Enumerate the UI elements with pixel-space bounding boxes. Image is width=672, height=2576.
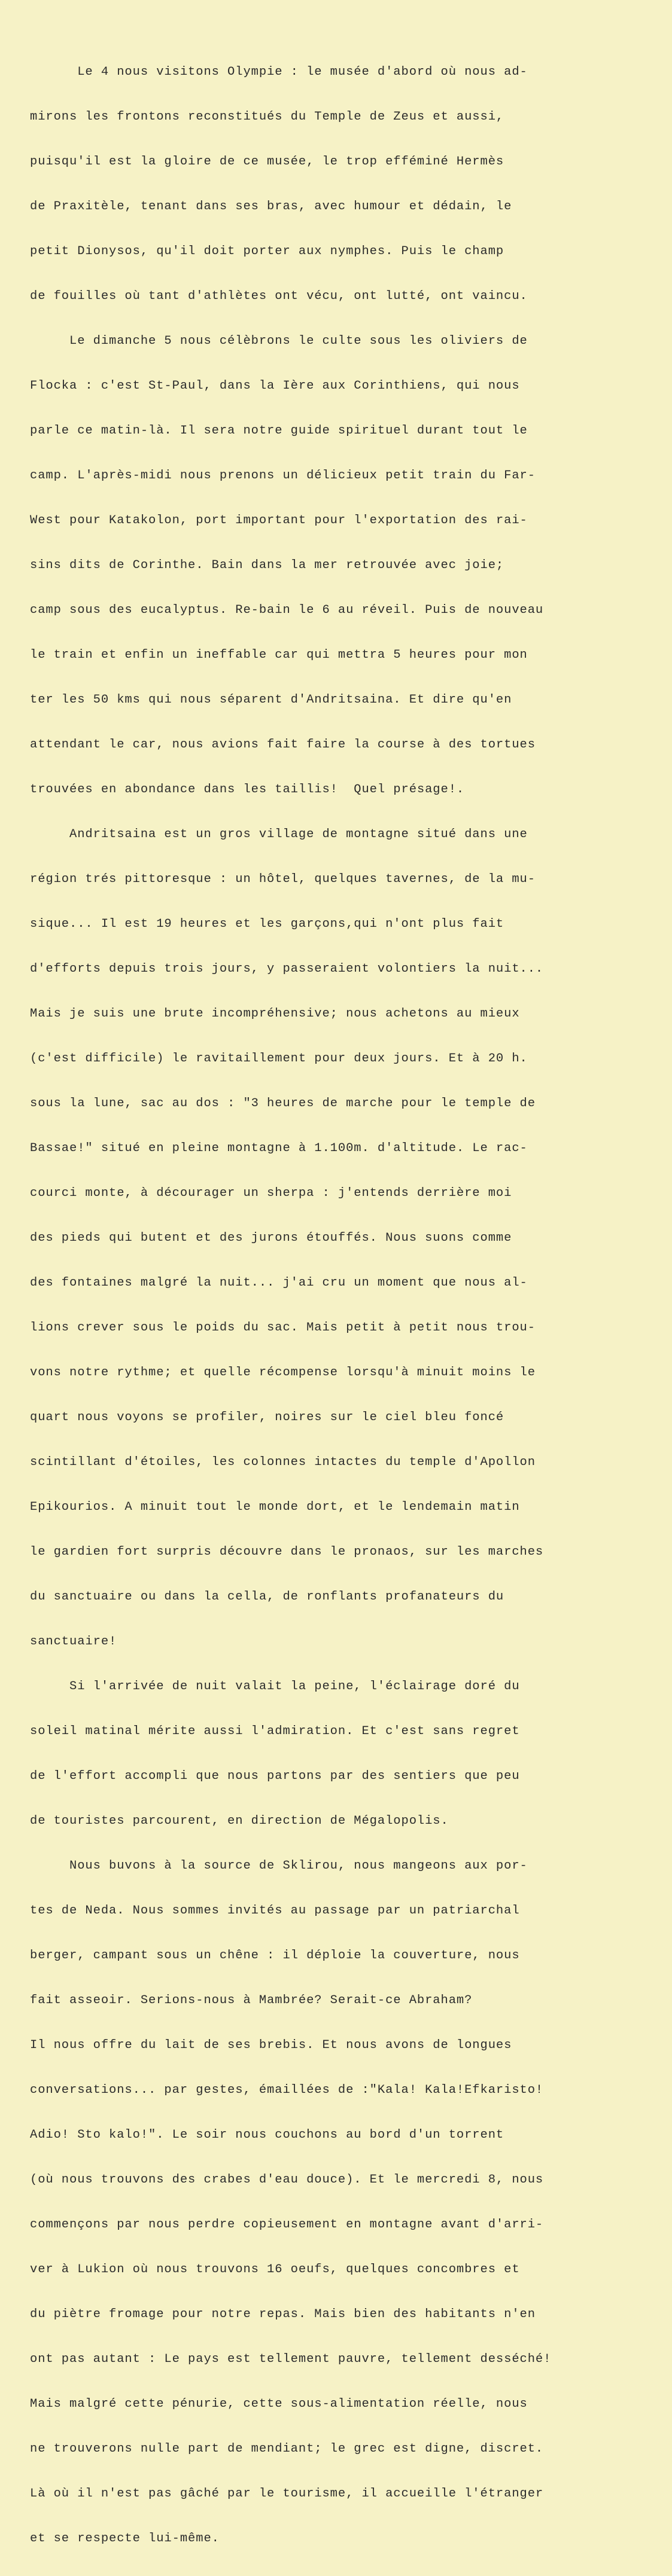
text-line: ter les 50 kms qui nous séparent d'Andritsaina. Et dire qu'en bbox=[30, 693, 512, 707]
text-line: fait asseoir. Serions-nous à Mambrée? Serait-ce Abraham? bbox=[30, 1994, 473, 2007]
text-line: vons notre rythme; et quelle récompense lorsqu'à minuit moins le bbox=[30, 1366, 536, 1379]
text-line: Bassae!" situé en pleine montagne à 1.100m. d'altitude. Le rac- bbox=[30, 1142, 528, 1155]
text-line: ver à Lukion où nous trouvons 16 oeufs, quelques concombres et bbox=[30, 2263, 520, 2276]
text-line: conversations... par gestes, émaillées de :"Kala! Kala!Efkaristo! bbox=[30, 2083, 544, 2097]
text-line: camp. L'après-midi nous prenons un délicieux petit train du Far- bbox=[30, 469, 536, 483]
text-line: parle ce matin-là. Il sera notre guide spirituel durant tout le bbox=[30, 424, 528, 438]
text-line: berger, campant sous un chêne : il déploie la couverture, nous bbox=[30, 1949, 520, 1962]
text-line: sins dits de Corinthe. Bain dans la mer retrouvée avec joie; bbox=[30, 558, 504, 572]
text-line: sanctuaire! bbox=[30, 1635, 117, 1649]
text-line: Adio! Sto kalo!". Le soir nous couchons au bord d'un torrent bbox=[30, 2128, 504, 2142]
text-line: région trés pittoresque : un hôtel, quelques tavernes, de la mu- bbox=[30, 872, 536, 886]
text-line: Mais malgré cette pénurie, cette sous-alimentation réelle, nous bbox=[30, 2397, 528, 2411]
text-line: sique... Il est 19 heures et les garçons,qui n'ont plus fait bbox=[30, 917, 504, 931]
text-line: attendant le car, nous avions fait faire la course à des tortues bbox=[30, 738, 536, 752]
text-line: puisqu'il est la gloire de ce musée, le trop efféminé Hermès bbox=[30, 155, 504, 169]
text-line: de fouilles où tant d'athlètes ont vécu, ont lutté, ont vaincu. bbox=[30, 289, 528, 303]
text-line: le gardien fort surpris découvre dans le pronaos, sur les marches bbox=[30, 1545, 544, 1559]
text-line: commençons par nous perdre copieusement en montagne avant d'arri- bbox=[30, 2218, 544, 2232]
text-line: Flocka : c'est St-Paul, dans la Ière aux Corinthiens, qui nous bbox=[30, 379, 520, 393]
text-line: le train et enfin un ineffable car qui mettra 5 heures pour mon bbox=[30, 648, 528, 662]
text-line: des pieds qui butent et des jurons étouffés. Nous suons comme bbox=[30, 1231, 512, 1245]
text-line: scintillant d'étoiles, les colonnes intactes du temple d'Apollon bbox=[30, 1455, 536, 1469]
text-line: (c'est difficile) le ravitaillement pour deux jours. Et à 20 h. bbox=[30, 1052, 528, 1066]
text-line: Si l'arrivée de nuit valait la peine, l'éclairage doré du bbox=[30, 1680, 520, 1693]
text-line: camp sous des eucalyptus. Re-bain le 6 au réveil. Puis de nouveau bbox=[30, 603, 544, 617]
text-line: soleil matinal mérite aussi l'admiration. Et c'est sans regret bbox=[30, 1725, 520, 1738]
text-line: ne trouverons nulle part de mendiant; le grec est digne, discret. bbox=[30, 2442, 544, 2456]
text-line: (où nous trouvons des crabes d'eau douce). Et le mercredi 8, nous bbox=[30, 2173, 544, 2187]
text-line: du sanctuaire ou dans la cella, de ronflants profanateurs du bbox=[30, 1590, 504, 1604]
text-line: trouvées en abondance dans les taillis! Quel présage!. bbox=[30, 783, 465, 796]
text-line: et se respecte lui-même. bbox=[30, 2532, 220, 2546]
text-line: Andritsaina est un gros village de montagne situé dans une bbox=[30, 828, 528, 841]
text-line: petit Dionysos, qu'il doit porter aux nymphes. Puis le champ bbox=[30, 245, 504, 258]
text-line: sous la lune, sac au dos : "3 heures de marche pour le temple de bbox=[30, 1097, 536, 1110]
text-line: d'efforts depuis trois jours, y passeraient volontiers la nuit... bbox=[30, 962, 544, 976]
text-line: de l'effort accompli que nous partons par des sentiers que peu bbox=[30, 1769, 520, 1783]
text-line: ont pas autant : Le pays est tellement pauvre, tellement desséché! bbox=[30, 2352, 552, 2366]
text-line: Il nous offre du lait de ses brebis. Et nous avons de longues bbox=[30, 2038, 512, 2052]
text-line: quart nous voyons se profiler, noires sur le ciel bleu foncé bbox=[30, 1411, 504, 1424]
text-line: West pour Katakolon, port important pour l'exportation des rai- bbox=[30, 514, 528, 527]
text-line: Le dimanche 5 nous célèbrons le culte sous les oliviers de bbox=[30, 334, 528, 348]
text-line: des fontaines malgré la nuit... j'ai cru un moment que nous al- bbox=[30, 1276, 528, 1290]
text-line: courci monte, à décourager un sherpa : j'entends derrière moi bbox=[30, 1186, 512, 1200]
typewritten-text bbox=[30, 35, 646, 2576]
text-line: Mais je suis une brute incompréhensive; nous achetons au mieux bbox=[30, 1007, 520, 1021]
text-line: Nous buvons à la source de Sklirou, nous mangeons aux por- bbox=[30, 1859, 528, 1873]
text-line: Là où il n'est pas gâché par le tourisme, il accueille l'étranger bbox=[30, 2487, 544, 2501]
text-line: mirons les frontons reconstitués du Temple de Zeus et aussi, bbox=[30, 110, 504, 124]
text-line: tes de Neda. Nous sommes invités au passage par un patriarchal bbox=[30, 1904, 520, 1918]
text-line: du piètre fromage pour notre repas. Mais bien des habitants n'en bbox=[30, 2308, 536, 2321]
text-line: lions crever sous le poids du sac. Mais petit à petit nous trou- bbox=[30, 1321, 536, 1335]
text-line: de Praxitèle, tenant dans ses bras, avec humour et dédain, le bbox=[30, 200, 512, 213]
text-line: de touristes parcourent, en direction de Mégalopolis. bbox=[30, 1814, 449, 1828]
text-line: Epikourios. A minuit tout le monde dort, et le lendemain matin bbox=[30, 1500, 520, 1514]
text-line: Le 4 nous visitons Olympie : le musée d'abord où nous ad- bbox=[30, 65, 528, 79]
